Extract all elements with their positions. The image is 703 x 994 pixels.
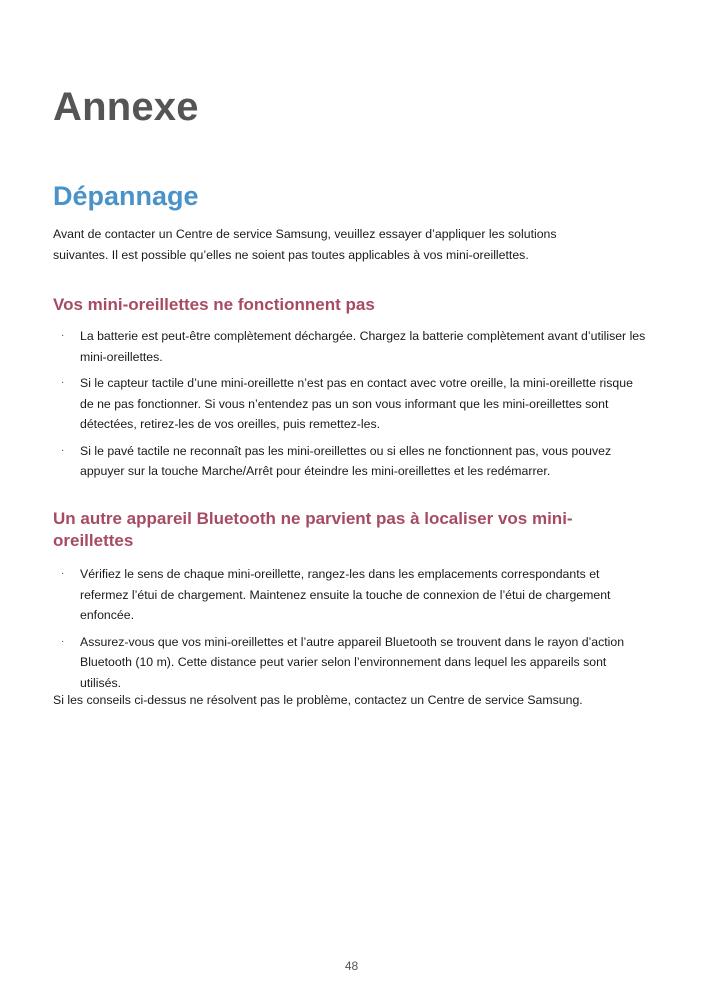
list-item <box>53 632 633 694</box>
intro-paragraph: Avant de contacter un Centre de service Samsung, veuillez essayer d’appliquer les solutions suivantes. Il est possible qu’elles ne soient pas toutes applicables à vos mini-oreillettes. <box>53 227 557 262</box>
list-item-text: Vérifiez le sens de chaque mini-oreillette, rangez-les dans les emplacements correspondants et refermez l’étui de chargement. Maintenez ensuite la touche de connexion de l’étui de chargement enfoncée. <box>80 567 611 622</box>
list-item-text: Assurez-vous que vos mini-oreillettes et l’autre appareil Bluetooth se trouvent dans le rayon d’action Bluetooth (10 m). Cette distance peut varier selon l’environnement dans lequel les appareils sont utilisés. <box>80 634 625 690</box>
bullet-icon: · <box>61 444 65 456</box>
section-title: Dépannage <box>53 181 199 211</box>
page-number: 48 <box>344 959 359 973</box>
closing-paragraph: Si les conseils ci-dessus ne résolvent pas le problème, contactez un Centre de service Samsung. <box>53 693 583 707</box>
chapter-title: Annexe <box>53 85 199 129</box>
list-item-text: Si le capteur tactile d’une mini-oreillette n’est pas en contact avec votre oreille, la mini-oreillette risque de ne pas fonctionner. Si vous n’entendez pas un son vous informant que les mini-oreillettes sont détectées, retirez-les de vos oreilles, puis remettez-les. <box>80 376 633 431</box>
list-item <box>53 564 633 626</box>
troubleshoot-list-not-working <box>53 326 648 488</box>
list-item-text: La batterie est peut-être complètement déchargée. Chargez la batterie complètement avant d’utiliser les mini-oreillettes. <box>80 329 646 364</box>
bullet-icon: · <box>61 568 65 579</box>
bullet-icon: · <box>61 377 65 388</box>
bullet-icon: · <box>61 635 65 647</box>
bullet-icon: · <box>61 330 65 341</box>
subsection-title-bluetooth: Un autre appareil Bluetooth ne parvient pas à localiser vos mini-oreillettes <box>53 509 573 550</box>
list-item <box>53 326 648 367</box>
list-item <box>53 373 648 435</box>
list-item-text: Si le pavé tactile ne reconnaît pas les mini-oreillettes ou si elles ne fonctionnent pas, vous pouvez appuyer sur la touche Marche/Arrêt pour éteindre les mini-oreillettes et les redémarrer. <box>80 443 612 478</box>
list-item <box>53 441 648 482</box>
troubleshoot-list-bluetooth <box>53 564 633 699</box>
subsection-title-not-working: Vos mini-oreillettes ne fonctionnent pas <box>53 295 375 314</box>
